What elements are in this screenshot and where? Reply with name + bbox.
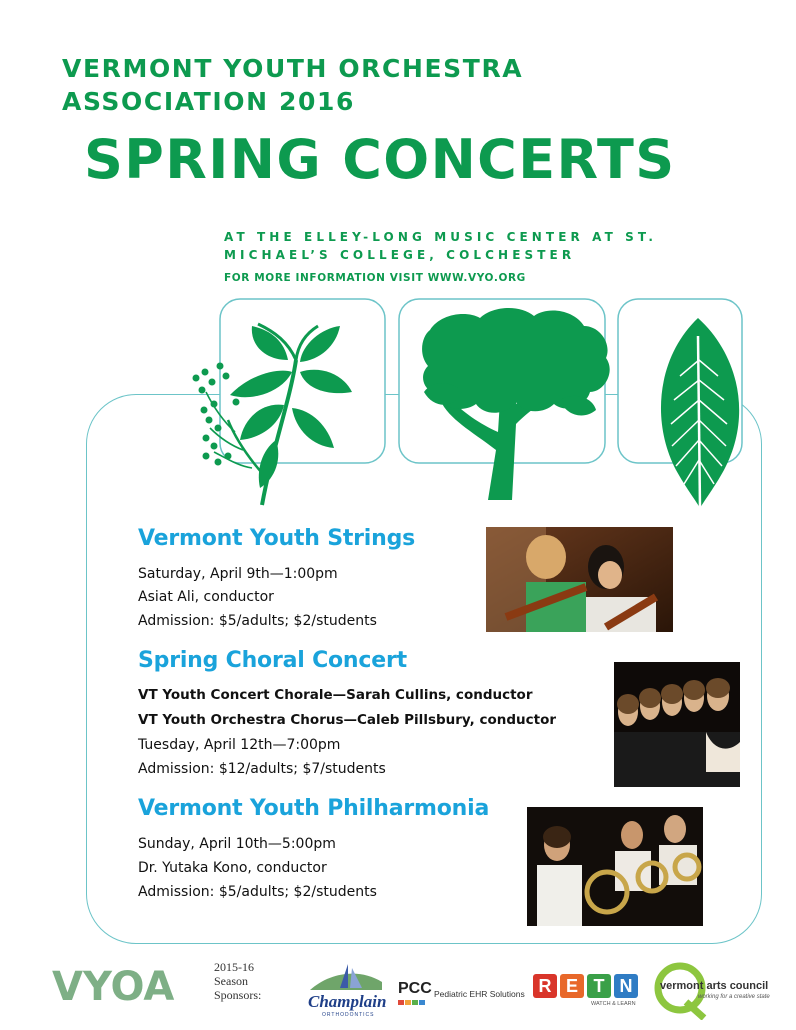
concert-detail: Saturday, April 9th—1:00pm	[138, 566, 338, 582]
header-line-2: ASSOCIATION 2016	[62, 87, 355, 116]
sponsor-champlain: Champlain ORTHODONTICS	[300, 962, 390, 1018]
concert-title-philharmonia: Vermont Youth Philharmonia	[138, 796, 490, 821]
sponsor-retn: R E T N WATCH & LEARN	[533, 974, 641, 1008]
choral-photo	[614, 662, 740, 787]
concert-detail: Admission: $12/adults; $7/students	[138, 761, 386, 777]
philharmonia-photo	[527, 807, 703, 926]
info-link[interactable]: FOR MORE INFORMATION VISIT WWW.VYO.ORG	[224, 272, 526, 284]
sponsor-vermont-arts-council: vermont arts council working for a creative state	[652, 962, 782, 1020]
svg-text:VYOA: VYOA	[52, 964, 175, 1006]
concert-detail: Sunday, April 10th—5:00pm	[138, 836, 336, 852]
sailboat-icon	[300, 962, 390, 992]
concert-detail-bold: VT Youth Concert Chorale—Sarah Cullins, conductor	[138, 687, 533, 703]
venue-line-2: MICHAEL’S COLLEGE, COLCHESTER	[224, 248, 576, 262]
vyoa-logo	[52, 964, 192, 1006]
venue-line-1: AT THE ELLEY-LONG MUSIC CENTER AT ST.	[224, 230, 658, 244]
concert-detail: Dr. Yutaka Kono, conductor	[138, 860, 327, 876]
strings-photo	[486, 527, 673, 632]
concert-detail: Admission: $5/adults; $2/students	[138, 613, 377, 629]
sponsors-label: 2015-16 Season Sponsors:	[214, 960, 262, 1002]
concert-detail-bold: VT Youth Orchestra Chorus—Caleb Pillsbury, conductor	[138, 712, 557, 728]
concert-detail: Asiat Ali, conductor	[138, 589, 274, 605]
header-line-1: VERMONT YOUTH ORCHESTRA	[62, 54, 524, 83]
concert-title-choral: Spring Choral Concert	[138, 648, 407, 673]
concert-detail: Tuesday, April 12th—7:00pm	[138, 737, 341, 753]
sponsor-pcc: PCC Pediatric EHR Solutions	[398, 980, 520, 1010]
tree-icon	[422, 308, 610, 500]
page-title: SPRING CONCERTS	[84, 128, 676, 191]
concert-title-strings: Vermont Youth Strings	[138, 526, 416, 551]
concert-detail: Admission: $5/adults; $2/students	[138, 884, 377, 900]
